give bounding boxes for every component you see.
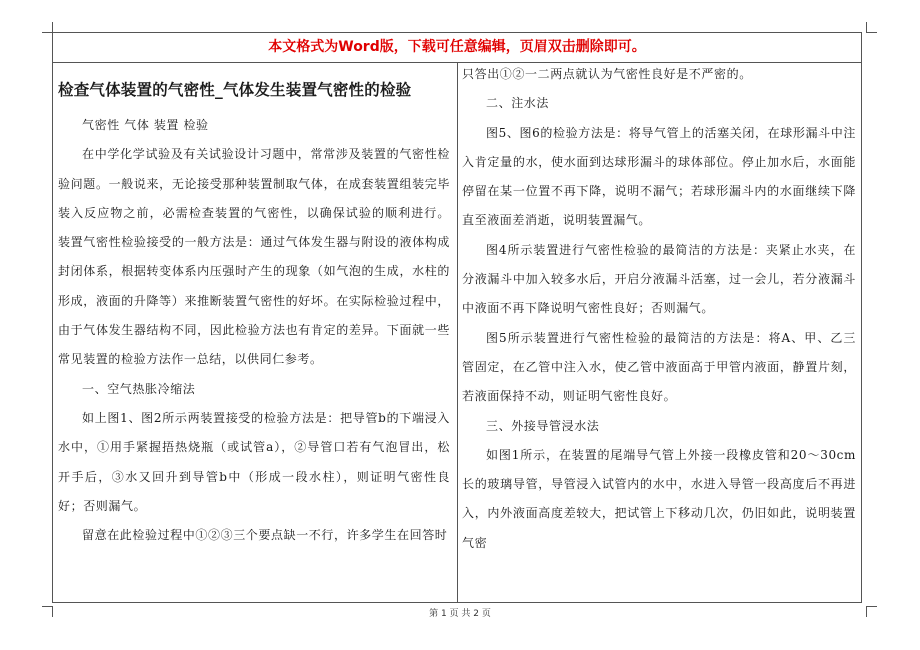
paragraph: 留意在此检验过程中①②③三个要点缺一不行，许多学生在回答时 [82, 528, 448, 543]
header-banner[interactable]: 本文格式为Word版，下载可任意编辑，页眉双击删除即可。 [268, 39, 646, 55]
paragraph: 图4所示装置进行气密性检验的最简洁的方法是：夹紧止水夹，在分液漏斗中加入较多水后，开启分液漏斗活塞，过一会儿，若分液漏斗中液面不再下降说明气密性良好；否则漏气。 [462, 242, 856, 316]
document-title: 检查气体装置的气密性_气体发生装置气密性的检验 [58, 80, 412, 99]
left-column [58, 73, 450, 550]
crop-mark-top-right [866, 22, 877, 33]
paragraph: 图5、图6的检验方法是：将导气管上的活塞关闭，在球形漏斗中注入肯定量的水，使水面到达球形漏斗的球体部位。停止加水后，水面能停留在某一位置不再下降，说明不漏气；若球形漏斗内的水面继续下降直至液面差消逝，说明装置漏气。 [462, 125, 856, 228]
keywords: 气密性 气体 装置 检验 [82, 118, 209, 132]
right-column [462, 60, 856, 558]
paragraph: 图5所示装置进行气密性检验的最简洁的方法是：将A、甲、乙三管固定，在乙管中注入水，使乙管中液面高于甲管内液面，静置片刻，若液面保持不动，则证明气密性良好。 [462, 330, 856, 404]
column-divider [457, 62, 458, 603]
paragraph: 如图1所示，在装置的尾端导气管上外接一段橡皮管和20～30cm长的玻璃导管，导管浸入试管内的水中，水进入导管一段高度后不再进入，内外液面高度差较大，把试管上下移动几次，仍旧如此，说明装置气密 [462, 447, 856, 550]
section-heading: 一、空气热胀冷缩法 [82, 381, 196, 396]
section-heading: 三、外接导管浸水法 [486, 418, 600, 433]
paragraph: 只答出①②一二两点就认为气密性良好是不严密的。 [462, 67, 752, 81]
page-number-footer: 第 1 页 共 2 页 [429, 609, 491, 619]
paragraph: 如上图1、图2所示两装置接受的检验方法是：把导管b的下端浸入水中，①用手紧握捂热烧瓶（或试管a），②导管口若有气泡冒出，松开手后，③水又回升到导管b中（形成一段水柱），则证明气密性良好；否则漏气。 [58, 410, 450, 513]
section-heading: 二、注水法 [486, 96, 550, 111]
paragraph: 在中学化学试验及有关试验设计习题中，常常涉及装置的气密性检验问题。一般说来，无论接受那种装置制取气体，在成套装置组装完毕装入反应物之前，必需检查装置的气密性，以确保试验的顺利进行。 装置气密性检验接受的一般方法是：通过气体发生器与附设的液体构成封闭体系，根据转变体系内压强时产生的现象（如气泡的生成，水柱的形成，液面的升降等）来推断装置气密性的好坏。在实际检验过程中，由于气体发生器结构不同，因此检验方法也有肯定的差异。下面就一些常见装置的检验方法作一总结，以供同仁参考。 [58, 147, 450, 367]
